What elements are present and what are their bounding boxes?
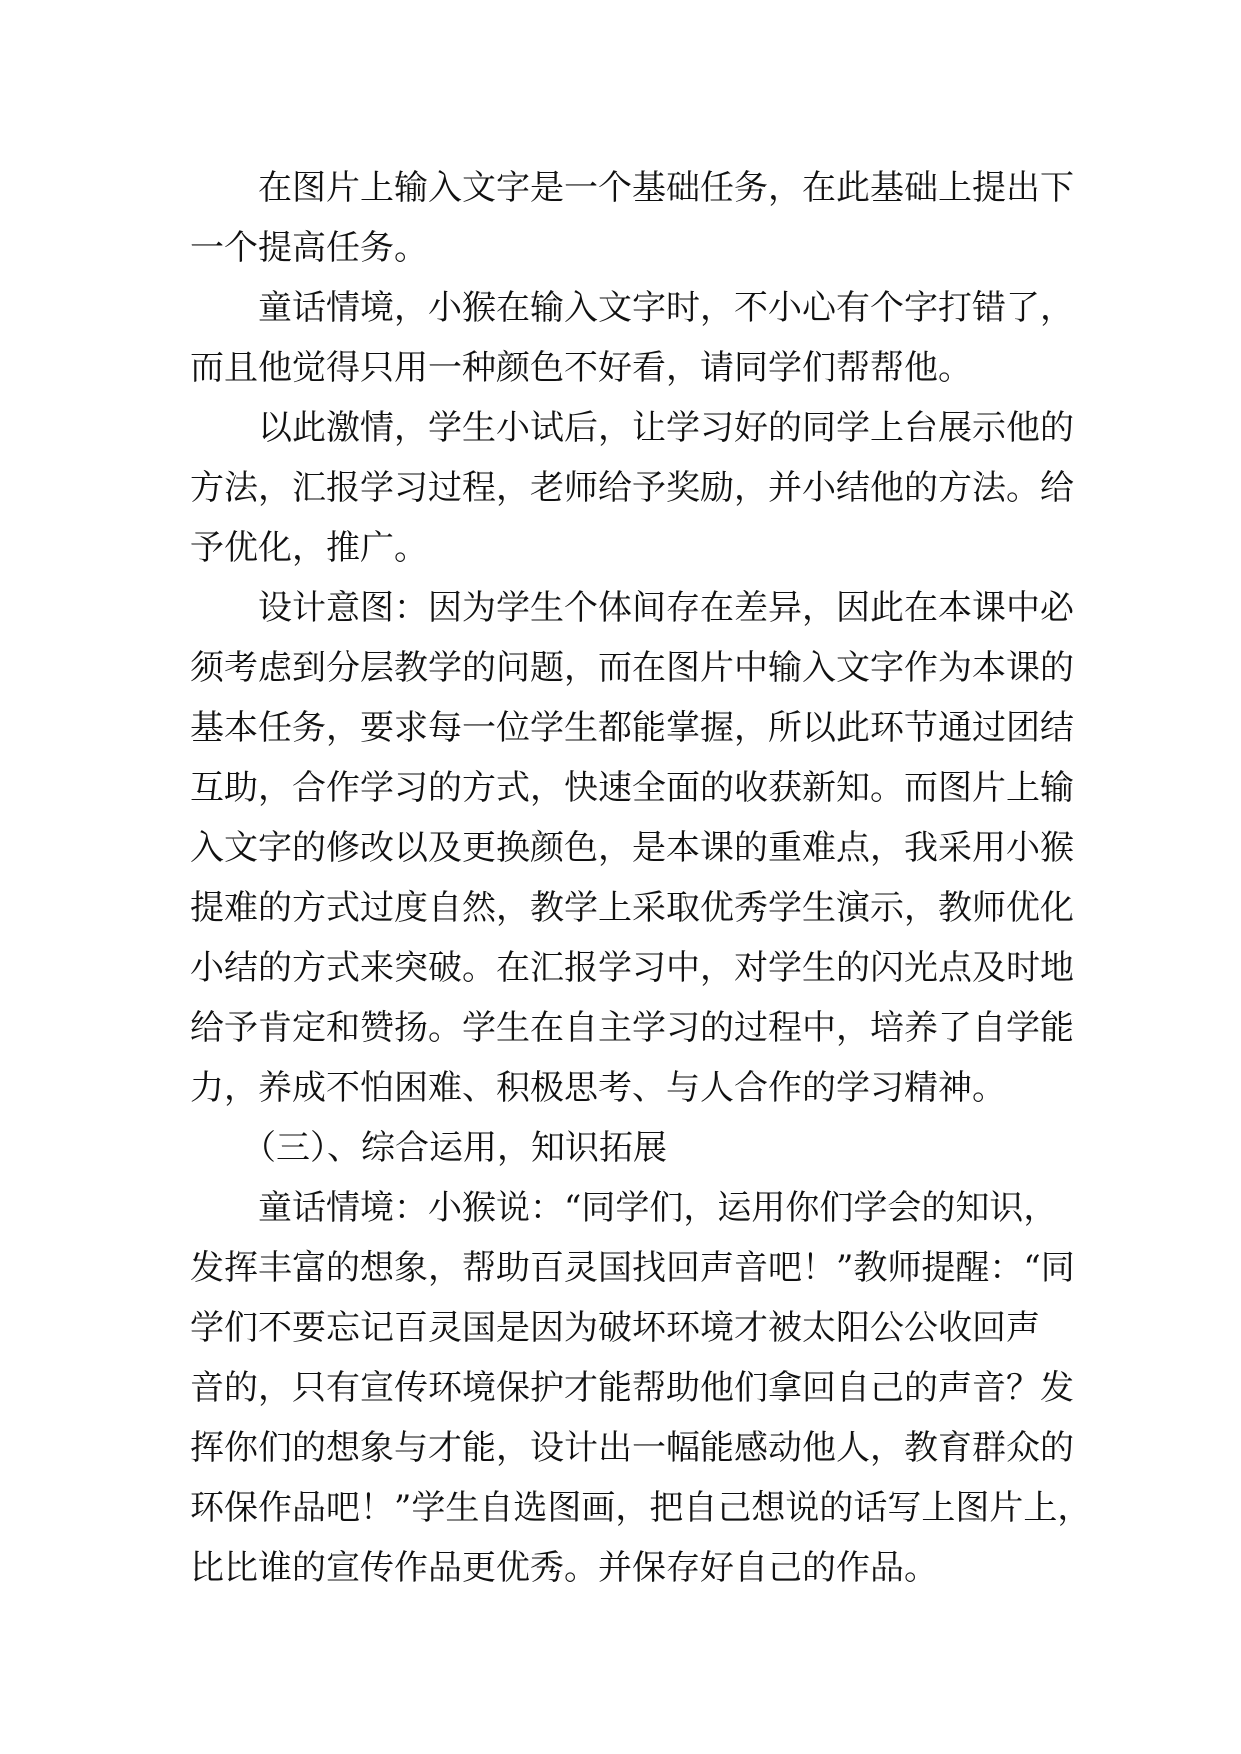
paragraph-4-line-2: 须考虑到分层教学的问题，而在图片中输入文字作为本课的 bbox=[190, 648, 1074, 688]
paragraph-4-line-3: 基本任务，要求每一位学生都能掌握，所以此环节通过团结 bbox=[190, 708, 1074, 748]
paragraph-4-line-6: 提难的方式过度自然，教学上采取优秀学生演示，教师优化 bbox=[190, 888, 1074, 928]
paragraph-5-line-2: 发挥丰富的想象，帮助百灵国找回声音吧！”教师提醒：“同 bbox=[190, 1248, 1075, 1288]
paragraph-3-line-3: 予优化，推广。 bbox=[190, 528, 428, 568]
paragraph-4-line-7: 小结的方式来突破。在汇报学习中，对学生的闪光点及时地 bbox=[190, 948, 1074, 988]
paragraph-4-line-9: 力，养成不怕困难、积极思考、与人合作的学习精神。 bbox=[190, 1068, 1006, 1108]
paragraph-4-line-5: 入文字的修改以及更换颜色，是本课的重难点，我采用小猴 bbox=[190, 828, 1074, 868]
document-body bbox=[190, 158, 1092, 1598]
paragraph-4-line-8: 给予肯定和赞扬。学生在自主学习的过程中，培养了自学能 bbox=[190, 1008, 1074, 1048]
paragraph-4-line-4: 互助，合作学习的方式，快速全面的收获新知。而图片上输 bbox=[190, 768, 1074, 808]
paragraph-5-line-6: 环保作品吧！”学生自选图画，把自己想说的话写上图片上， bbox=[190, 1488, 1092, 1528]
paragraph-5-line-5: 挥你们的想象与才能，设计出一幅能感动他人，教育群众的 bbox=[190, 1428, 1074, 1468]
paragraph-4-line-1: 设计意图：因为学生个体间存在差异，因此在本课中必 bbox=[258, 588, 1074, 628]
paragraph-2-line-2: 而且他觉得只用一种颜色不好看，请同学们帮帮他。 bbox=[190, 348, 972, 388]
paragraph-2-line-1: 童话情境，小猴在输入文字时，不小心有个字打错了， bbox=[258, 288, 1074, 328]
paragraph-5-line-7: 比比谁的宣传作品更优秀。并保存好自己的作品。 bbox=[190, 1548, 938, 1588]
paragraph-3-line-1: 以此激情，学生小试后，让学习好的同学上台展示他的 bbox=[258, 408, 1074, 448]
paragraph-5-line-1: 童话情境：小猴说：“同学们，运用你们学会的知识， bbox=[258, 1188, 1058, 1228]
paragraph-1-line-2: 一个提高任务。 bbox=[190, 228, 428, 268]
paragraph-5-line-4: 音的，只有宣传环境保护才能帮助他们拿回自己的声音？发 bbox=[190, 1368, 1074, 1408]
section-heading: （三）、综合运用，知识拓展 bbox=[242, 1128, 667, 1168]
paragraph-1-line-1: 在图片上输入文字是一个基础任务，在此基础上提出下 bbox=[258, 168, 1074, 208]
paragraph-5-line-3: 学们不要忘记百灵国是因为破坏环境才被太阳公公收回声 bbox=[190, 1308, 1040, 1348]
paragraph-3-line-2: 方法，汇报学习过程，老师给予奖励，并小结他的方法。给 bbox=[190, 468, 1074, 508]
